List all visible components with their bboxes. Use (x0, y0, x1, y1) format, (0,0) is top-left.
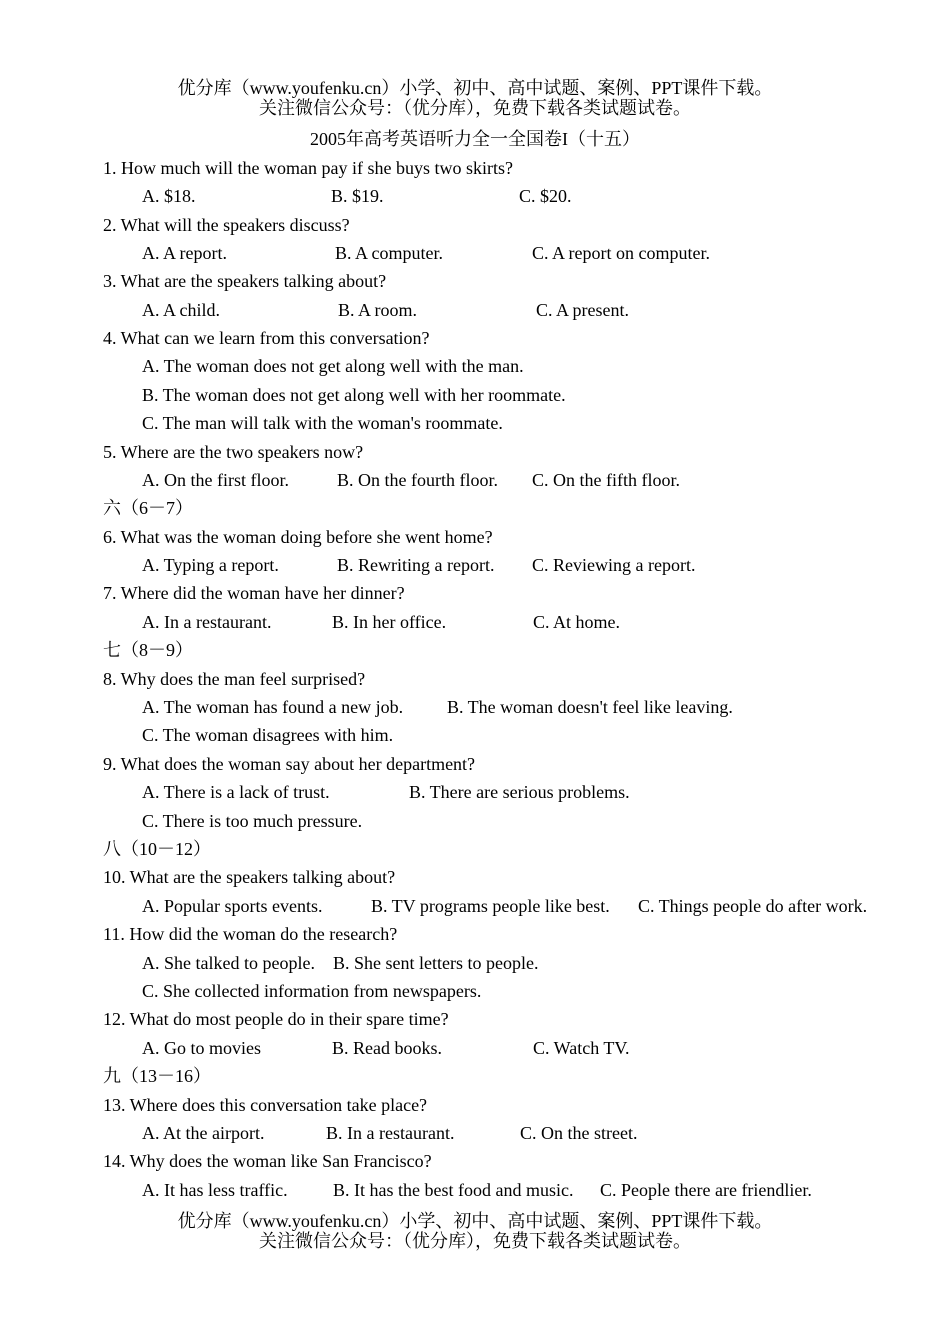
option-b: B. The woman does not get along well with her roommate. (142, 385, 566, 405)
question-6: 6. What was the woman doing before she went home? (103, 527, 493, 547)
option-a: A. A child. (142, 300, 221, 320)
question-5: 5. Where are the two speakers now? (103, 442, 364, 462)
question-13: 13. Where does this conversation take place? (103, 1095, 428, 1115)
question-11: 11. How did the woman do the research? (103, 924, 398, 944)
document-title: 2005年高考英语听力全一全国卷I（十五） (310, 129, 640, 149)
option-c: C. A report on computer. (532, 243, 710, 263)
question-10: 10. What are the speakers talking about? (103, 867, 396, 887)
option-b: B. TV programs people like best. (371, 896, 610, 916)
option-c: C. The woman disagrees with him. (142, 725, 394, 745)
option-c: C. The man will talk with the woman's roommate. (142, 413, 503, 433)
question-2: 2. What will the speakers discuss? (103, 215, 350, 235)
option-b: B. A computer. (335, 243, 443, 263)
section-heading: 七（8－9） (103, 640, 193, 660)
option-c: C. At home. (533, 612, 621, 632)
question-7: 7. Where did the woman have her dinner? (103, 583, 405, 603)
question-3: 3. What are the speakers talking about? (103, 271, 387, 291)
option-c: C. Watch TV. (533, 1038, 630, 1058)
option-a: A. Go to movies (142, 1038, 261, 1058)
option-c: C. People there are friendlier. (600, 1180, 812, 1200)
section-heading: 六（6－7） (103, 498, 193, 518)
option-a: A. On the first floor. (142, 470, 289, 490)
option-a: A. $18. (142, 186, 196, 206)
question-12: 12. What do most people do in their spare time? (103, 1009, 449, 1029)
footer-line-2: 关注微信公众号：（优分库），免费下载各类试题试卷。 (259, 1231, 691, 1251)
option-c: C. A present. (536, 300, 629, 320)
option-b: B. She sent letters to people. (333, 953, 539, 973)
header-line-1: 优分库（www.youfenku.cn）小学、初中、高中试题、案例、PPT课件下载。 (177, 78, 773, 98)
option-b: B. There are serious problems. (409, 782, 630, 802)
header-line-2: 关注微信公众号：（优分库），免费下载各类试题试卷。 (259, 98, 691, 118)
question-14: 14. Why does the woman like San Francisco? (103, 1151, 432, 1171)
option-a: A. The woman does not get along well with the man. (142, 356, 524, 376)
footer-line-1: 优分库（www.youfenku.cn）小学、初中、高中试题、案例、PPT课件下载。 (177, 1211, 773, 1231)
option-b: B. A room. (338, 300, 418, 320)
option-c: C. She collected information from newspapers. (142, 981, 482, 1001)
option-a: A. There is a lack of trust. (142, 782, 330, 802)
option-c: C. On the fifth floor. (532, 470, 680, 490)
option-a: A. A report. (142, 243, 227, 263)
option-a: A. It has less traffic. (142, 1180, 288, 1200)
option-b: B. In a restaurant. (326, 1123, 455, 1143)
option-b: B. The woman doesn't feel like leaving. (447, 697, 733, 717)
option-a: A. In a restaurant. (142, 612, 272, 632)
question-1: 1. How much will the woman pay if she buys two skirts? (103, 158, 513, 178)
option-b: B. It has the best food and music. (333, 1180, 574, 1200)
option-a: A. Typing a report. (142, 555, 279, 575)
section-heading: 九（13－16） (103, 1066, 211, 1086)
option-a: A. The woman has found a new job. (142, 697, 404, 717)
option-c: C. On the street. (520, 1123, 638, 1143)
option-a: A. At the airport. (142, 1123, 265, 1143)
option-b: B. In her office. (332, 612, 447, 632)
option-a: A. She talked to people. (142, 953, 315, 973)
section-heading: 八（10－12） (103, 839, 211, 859)
question-9: 9. What does the woman say about her department? (103, 754, 476, 774)
option-b: B. $19. (331, 186, 384, 206)
option-c: C. Reviewing a report. (532, 555, 696, 575)
option-c: C. Things people do after work. (638, 896, 868, 916)
option-a: A. Popular sports events. (142, 896, 323, 916)
option-c: C. $20. (519, 186, 572, 206)
question-4: 4. What can we learn from this conversation? (103, 328, 430, 348)
option-c: C. There is too much pressure. (142, 811, 363, 831)
option-b: B. On the fourth floor. (337, 470, 498, 490)
question-8: 8. Why does the man feel surprised? (103, 669, 366, 689)
option-b: B. Rewriting a report. (337, 555, 495, 575)
option-b: B. Read books. (332, 1038, 442, 1058)
